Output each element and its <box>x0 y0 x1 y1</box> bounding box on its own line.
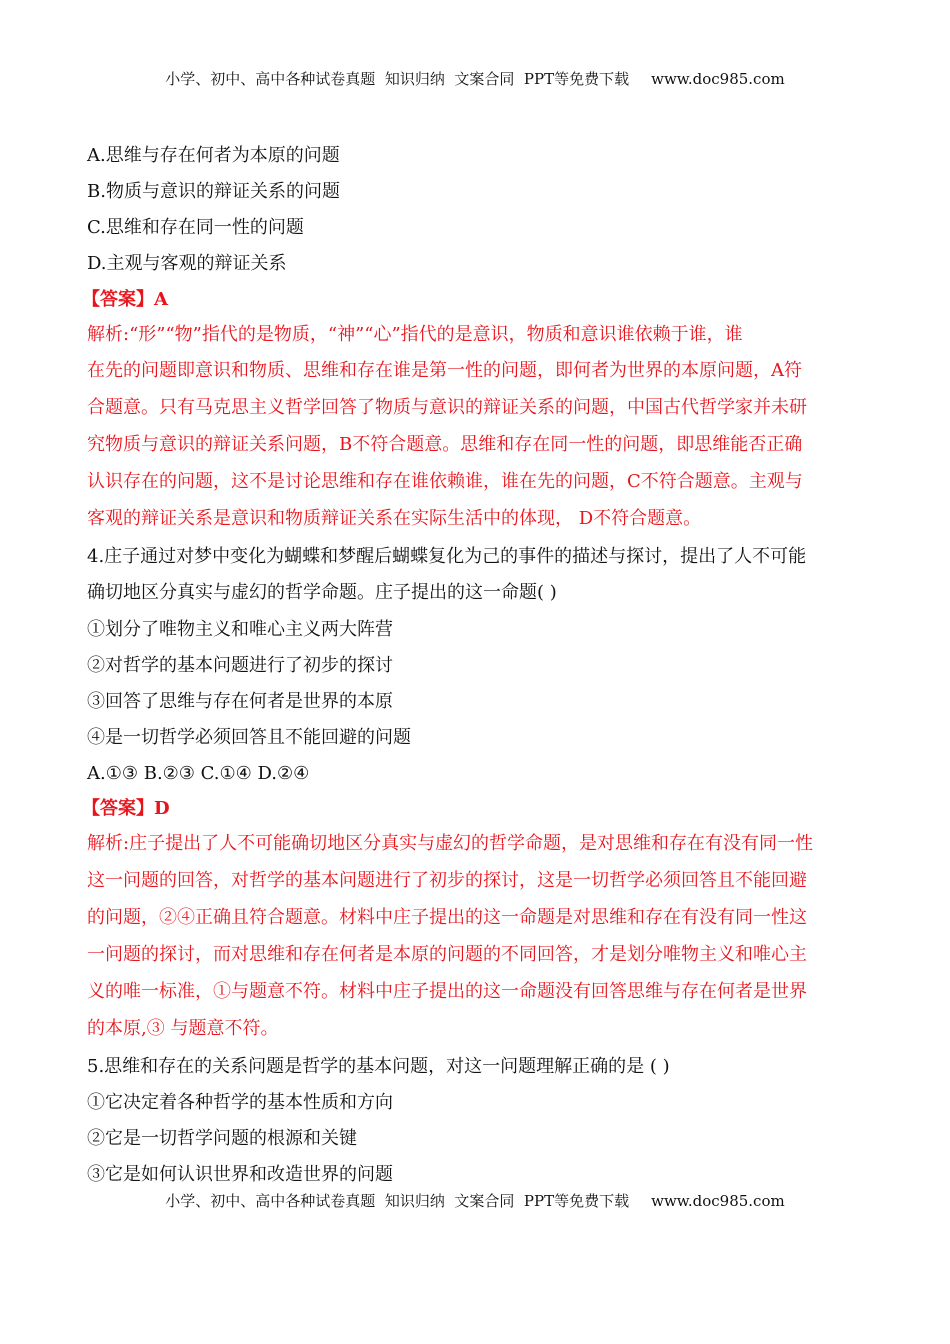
q4-analysis-line: 的本原,③ 与题意不符。 <box>87 1018 279 1039</box>
q3-analysis-line: 客观的辩证关系是意识和物质辩证关系在实际生活中的体现， D不符合题意。 <box>87 508 702 529</box>
q5-stem: 5.思维和存在的关系问题是哲学的基本问题，对这一问题理解正确的是 ( ) <box>87 1056 670 1077</box>
q3-option-c: C.思维和存在同一性的问题 <box>87 217 304 238</box>
q4-answer-label: 【答案】 <box>82 798 154 819</box>
q4-analysis-line: 解析:庄子提出了人不可能确切地区分真实与虚幻的哲学命题，是对思维和存在有没有同一性 <box>87 833 814 854</box>
q4-analysis-line: 这一问题的回答，对哲学的基本问题进行了初步的探讨，这是一切哲学必须回答且不能回避 <box>87 870 807 891</box>
q4-analysis-line: 一问题的探讨，而对思维和存在何者是本原的问题的不同回答，才是划分唯物主义和唯心主 <box>87 944 807 965</box>
q5-item-3: ③它是如何认识世界和改造世界的问题 <box>87 1164 393 1185</box>
q5-item-1: ①它决定着各种哲学的基本性质和方向 <box>87 1092 393 1113</box>
footer-site[interactable]: www.doc985.com <box>651 1192 785 1210</box>
q3-analysis-line: 在先的问题即意识和物质、思维和存在谁是第一性的问题，即何者为世界的本原问题，A符 <box>87 360 802 381</box>
q4-analysis-line: 的问题，②④正确且符合题意。材料中庄子提出的这一命题是对思维和存在有没有同一性这 <box>87 907 807 928</box>
q4-choices: A.①③ B.②③ C.①④ D.②④ <box>87 763 310 784</box>
q3-option-d: D.主观与客观的辩证关系 <box>87 253 287 274</box>
q4-item-1: ①划分了唯物主义和唯心主义两大阵营 <box>87 619 393 640</box>
q3-analysis-line: 认识存在的问题，这不是讨论思维和存在谁依赖谁，谁在先的问题，C不符合题意。主观与 <box>87 471 803 492</box>
q3-answer-label: 【答案】 <box>82 289 154 310</box>
q3-analysis-line: 究物质与意识的辩证关系问题，B不符合题意。思维和存在同一性的问题，即思维能否正确 <box>87 434 803 455</box>
q4-stem-line: 确切地区分真实与虚幻的哲学命题。庄子提出的这一命题( ) <box>87 582 557 603</box>
q4-item-4: ④是一切哲学必须回答且不能回避的问题 <box>87 727 411 748</box>
q4-item-2: ②对哲学的基本问题进行了初步的探讨 <box>87 655 393 676</box>
q5-item-2: ②它是一切哲学问题的根源和关键 <box>87 1128 357 1149</box>
q4-analysis-line: 义的唯一标准，①与题意不符。材料中庄子提出的这一命题没有回答思维与存在何者是世界 <box>87 981 807 1002</box>
page-header <box>0 68 950 89</box>
page-footer <box>0 1190 950 1211</box>
q4-item-3: ③回答了思维与存在何者是世界的本原 <box>87 691 393 712</box>
header-site[interactable]: www.doc985.com <box>651 70 785 88</box>
q3-answer <box>82 288 872 312</box>
header-text: 小学、初中、高中各种试卷真题 知识归纳 文案合同 PPT等免费下载 <box>165 70 630 88</box>
q3-option-a: A.思维与存在何者为本原的问题 <box>87 145 340 166</box>
q3-analysis-line: 解析:“形”“物”指代的是物质，“神”“心”指代的是意识，物质和意识谁依赖于谁，谁 <box>87 324 743 345</box>
footer-text: 小学、初中、高中各种试卷真题 知识归纳 文案合同 PPT等免费下载 <box>165 1192 630 1210</box>
q3-analysis-line: 合题意。只有马克思主义哲学回答了物质与意识的辩证关系的问题，中国古代哲学家并未研 <box>87 397 807 418</box>
q4-answer-value: D <box>154 798 170 819</box>
q3-option-b: B.物质与意识的辩证关系的问题 <box>87 181 340 202</box>
q4-stem-line: 4.庄子通过对梦中变化为蝴蝶和梦醒后蝴蝶复化为己的事件的描述与探讨，提出了人不可能 <box>87 546 807 567</box>
q4-answer <box>82 797 872 821</box>
q3-answer-value: A <box>154 289 168 310</box>
